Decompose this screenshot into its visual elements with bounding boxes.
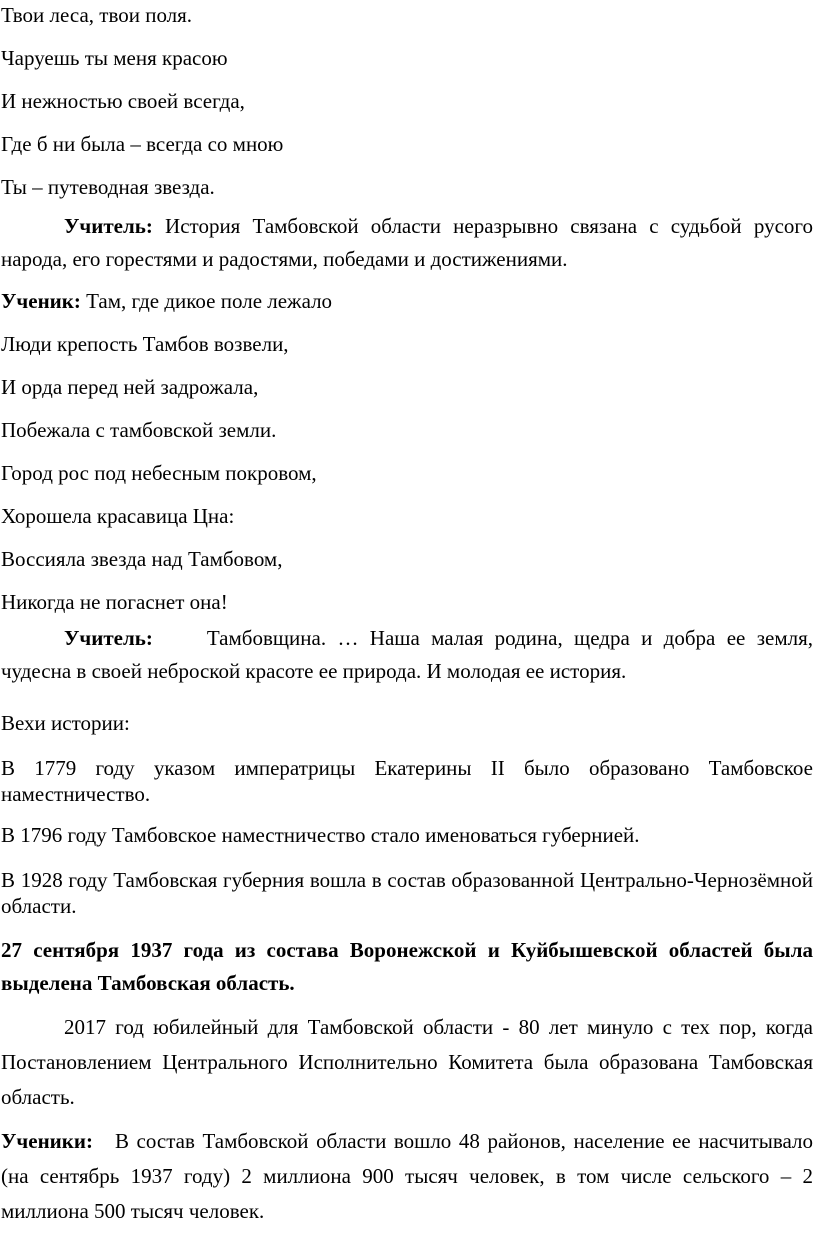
teacher-paragraph: [1, 210, 813, 276]
poem-line: Где б ни была – всегда со мною: [1, 132, 284, 156]
milestone-item: В 1779 году указом императрицы Екатерины II было образовано Тамбовское наместничество.: [1, 756, 813, 806]
speaker-label: Ученик:: [1, 289, 81, 313]
students-text: В состав Тамбовской области вошло 48 районов, население ее насчитывало (на сентябрь 1937 году) 2 миллиона 900 тысяч человек, в том числе сельского – 2 миллиона 500 тысяч человек.: [1, 1129, 813, 1223]
teacher-text: История Тамбовской области неразрывно связана с судьбой русого народа, его горестями и радостями, победами и достижениями.: [1, 214, 813, 271]
poem-line: [1, 288, 332, 314]
poem-line: Город рос под небесным покровом,: [1, 461, 317, 485]
poem-line: Воссияла звезда над Тамбовом,: [1, 547, 283, 571]
milestone-item: В 1796 году Тамбовское наместничество стало именоваться губернией.: [1, 823, 640, 847]
milestone-item: В 1928 году Тамбовская губерния вошла в состав образованной Центрально-Чернозёмной области.: [1, 868, 813, 918]
anniversary-paragraph: 2017 год юбилейный для Тамбовской области - 80 лет минуло с тех пор, когда Постановлением Центрального Исполнительно Комитета была образована Тамбовская область.: [1, 1015, 813, 1109]
poem-line: Ты – путеводная звезда.: [1, 175, 215, 199]
teacher-paragraph: [1, 622, 813, 688]
poem-line: Хорошела красавица Цна:: [1, 504, 235, 528]
speaker-label: Учитель:: [64, 214, 153, 238]
section-heading: Вехи истории:: [1, 711, 130, 735]
poem-line: Никогда не погаснет она!: [1, 590, 228, 614]
poem-line: Твои леса, твои поля.: [1, 3, 193, 27]
poem-line: И нежностью своей всегда,: [1, 89, 245, 113]
poem-line: Люди крепость Тамбов возвели,: [1, 332, 289, 356]
teacher-text: Тамбовщина. … Наша малая родина, щедра и добра ее земля, чудесна в своей неброской красоте ее природа. И молодая ее история.: [1, 626, 813, 683]
speaker-label: Ученики:: [1, 1129, 93, 1153]
poem-line-text: Там, где дикое поле лежало: [80, 289, 333, 313]
key-date-statement: 27 сентября 1937 года из состава Воронежской и Куйбышевской областей была выделена Тамбовская область.: [1, 938, 813, 995]
poem-line: Побежала с тамбовской земли.: [1, 418, 277, 442]
poem-line: И орда перед ней задрожала,: [1, 375, 259, 399]
students-paragraph: [1, 1124, 813, 1229]
speaker-label: Учитель:: [64, 626, 153, 650]
poem-line: Чаруешь ты меня красою: [1, 46, 228, 70]
